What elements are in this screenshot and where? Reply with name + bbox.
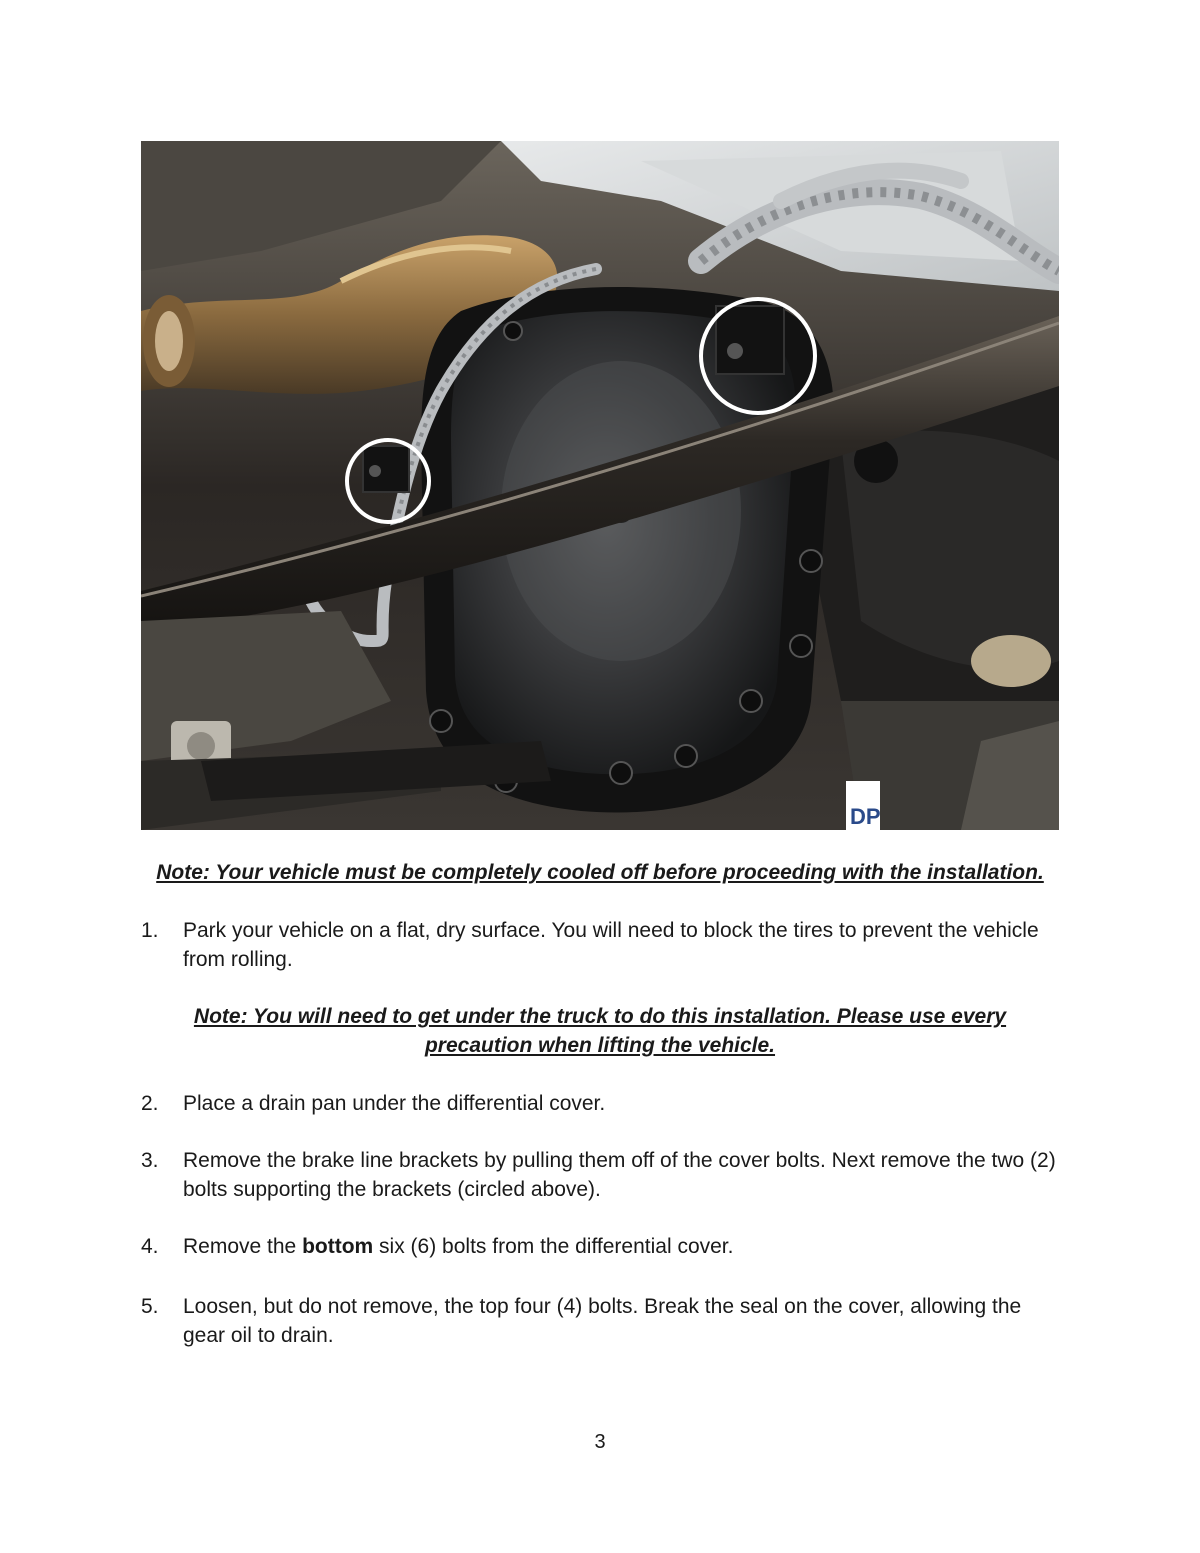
lifting-note: Note: You will need to get under the truck to do this installation. Please use every precaution when lifting the vehicle. <box>193 1005 1007 1057</box>
step-5 <box>141 1292 1059 1350</box>
step-text: Park your vehicle on a flat, dry surface. You will need to block the tires to prevent the vehicle from rolling. <box>183 919 1039 971</box>
lift-stamp: DP <box>850 804 881 829</box>
step-number: 4. <box>141 1235 159 1258</box>
step-text-after: six (6) bolts from the differential cover. <box>373 1235 734 1258</box>
step-text-before: Remove the <box>183 1235 303 1258</box>
step-number: 2. <box>141 1092 159 1115</box>
differential-illustration <box>141 141 1059 830</box>
step-text-bold: bottom <box>302 1235 374 1258</box>
step-4 <box>141 1232 1059 1261</box>
step-text <box>183 1232 1059 1261</box>
cooling-note: Note: Your vehicle must be completely cooled off before proceeding with the installation. <box>156 861 1044 884</box>
step-text: Loosen, but do not remove, the top four (4) bolts. Break the seal on the cover, allowing the gear oil to drain. <box>183 1295 1022 1347</box>
step-text: Place a drain pan under the differential cover. <box>183 1092 606 1115</box>
differential-photo <box>141 141 1059 830</box>
page-number: 3 <box>594 1431 606 1453</box>
step-3 <box>141 1146 1059 1204</box>
step-1 <box>141 916 1059 974</box>
step-number: 5. <box>141 1295 159 1318</box>
step-text: Remove the brake line brackets by pulling them off of the cover bolts. Next remove the two (2) bolts supporting the brackets (circled above). <box>183 1149 1056 1201</box>
step-number: 3. <box>141 1149 159 1172</box>
step-2 <box>141 1089 1059 1118</box>
step-number: 1. <box>141 919 159 942</box>
